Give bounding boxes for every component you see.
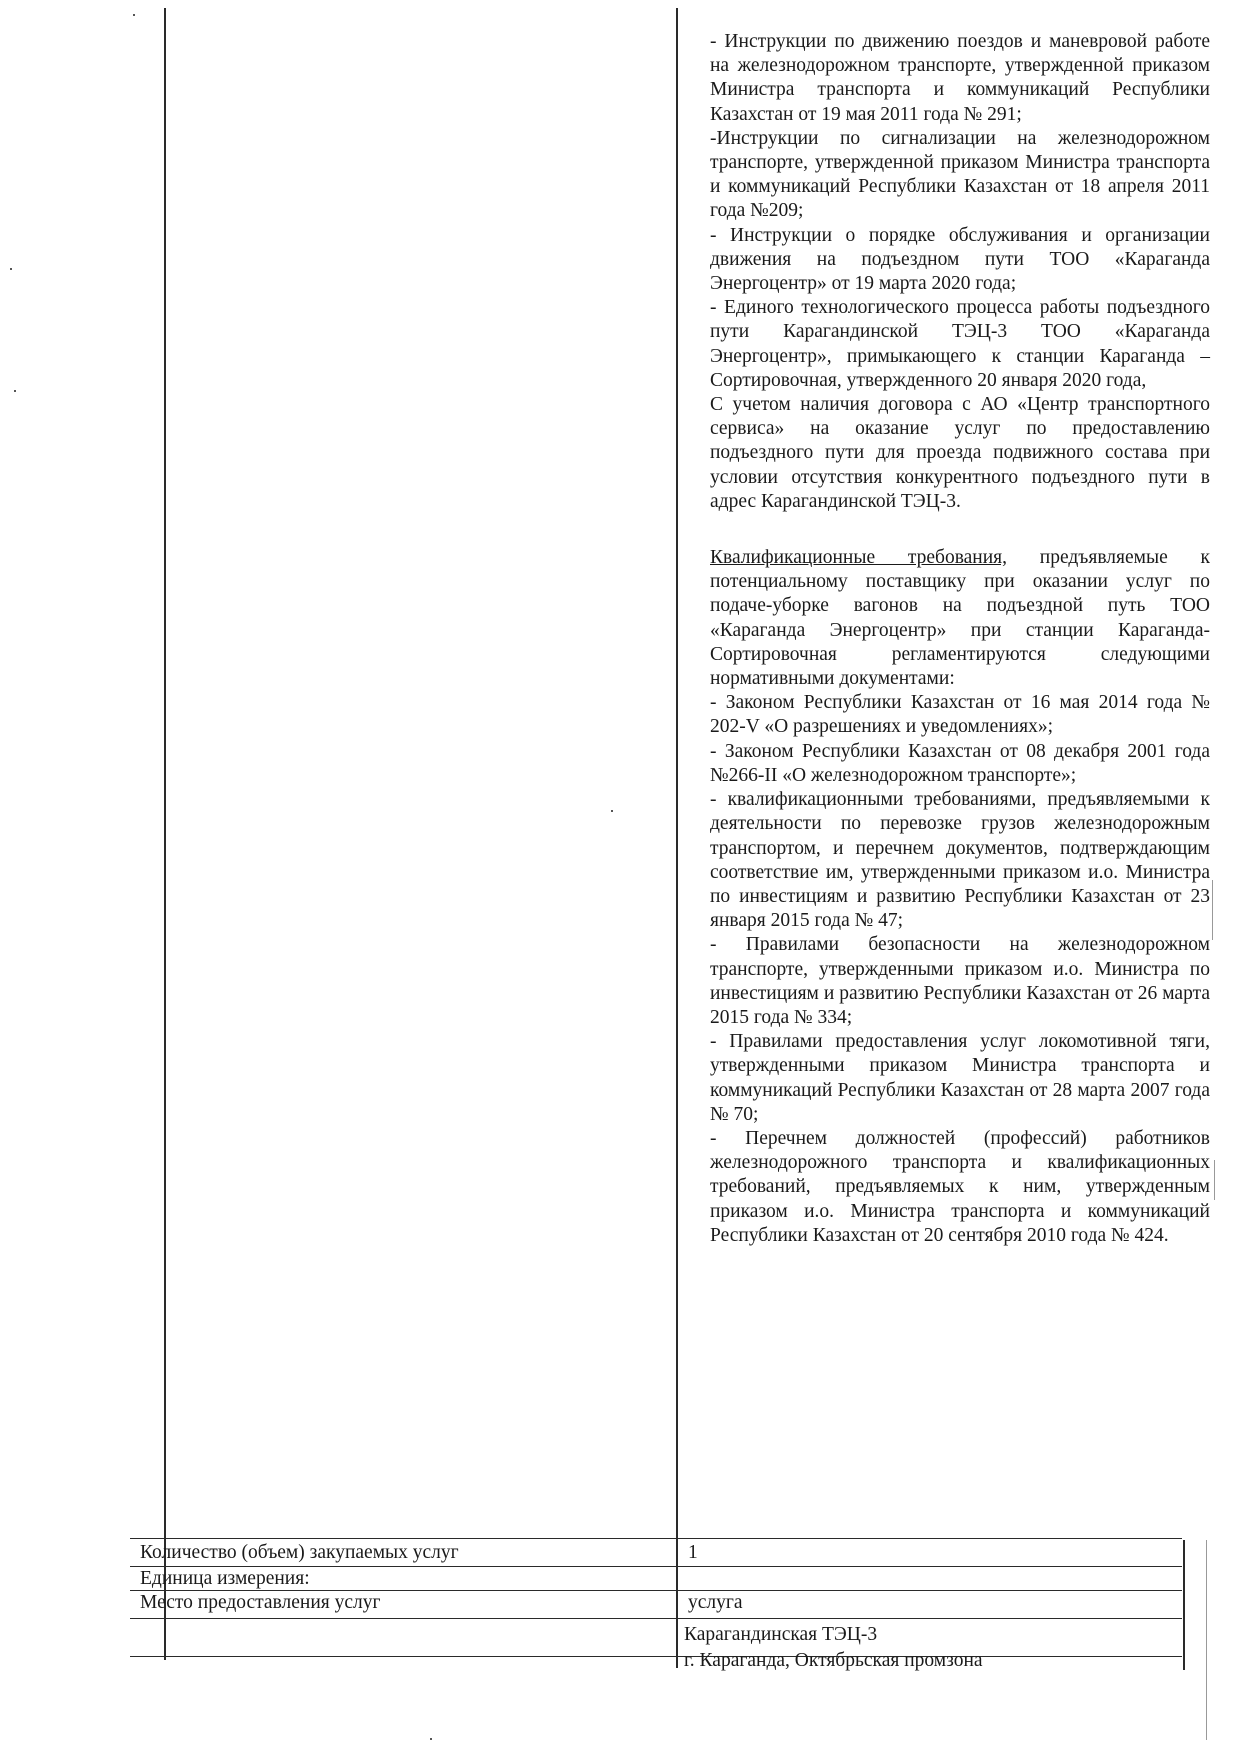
unit-value: услуга	[688, 1592, 743, 1613]
requirement-paragraph: -Инструкции по сигнализации на железнодорожном транспорте, утвержденной приказом Министра транспорта и коммуникаций Республики Казахстан от 18 апреля 2011 года №209;	[710, 127, 1210, 222]
quantity-label: Количество (объем) закупаемых услуг	[140, 1542, 459, 1563]
place-value-line2: г. Караганда, Октябрьская промзона	[684, 1650, 983, 1671]
requirements-text	[710, 30, 1210, 1248]
scan-speck	[10, 268, 12, 270]
scan-speck	[611, 810, 613, 812]
qualification-item: - квалификационными требованиями, предъявляемыми к деятельности по перевозке грузов железнодорожным транспортом, и перечнем документов, подтверждающим соответствие им, утвержденными приказом и.о. Министра по инвестициям и развитию Республики Казахстан от 23 января 2015 года № 47;	[710, 789, 1210, 932]
qualification-intro: предъявляемые к потенциальному поставщику при оказании услуг по подаче-уборке вагонов на подъездной путь ТОО «Караганда Энергоцентр» при станции Караганда-Сортировочная регламентируются следующими нормативными документами:	[710, 547, 1210, 690]
unit-label: Единица измерения:	[140, 1568, 310, 1589]
quantity-value: 1	[688, 1542, 698, 1563]
qualification-item: - Перечнем должностей (профессий) работников железнодорожного транспорта и квалификационных требований, предъявляемых к ним, утвержденным приказом и.о. Министра транспорта и коммуникаций Республики Казахстан от 20 сентября 2010 года № 424.	[710, 1127, 1210, 1246]
qualification-item: - Правилами предоставления услуг локомотивной тяги, утвержденными приказом Министра транспорта и коммуникаций Республики Казахстан от 28 марта 2007 года № 70;	[710, 1031, 1210, 1125]
requirement-paragraph: - Единого технологического процесса работы подъездного пути Карагандинской ТЭЦ-3 ТОО «Караганда Энергоцентр», примыкающего к станции Караганда – Сортировочная, утвержденного 20 января 2020 года,	[710, 297, 1210, 391]
table-right-border	[1183, 1540, 1185, 1670]
table-row-line	[130, 1566, 1182, 1567]
table-left-border	[164, 8, 166, 1660]
place-label: Место предоставления услуг	[140, 1592, 381, 1613]
requirement-paragraph: - Инструкции по движению поездов и маневровой работе на железнодорожном транспорте, утвержденной приказом Министра транспорта и коммуникаций Республики Казахстан от 19 мая 2011 года № 291;	[710, 31, 1210, 125]
table-row-line	[130, 1618, 1182, 1619]
table-row-line	[130, 1656, 1182, 1657]
scan-speck	[430, 1738, 432, 1740]
scan-edge-mark	[1212, 880, 1213, 940]
qualification-item: - Законом Республики Казахстан от 08 декабря 2001 года №266-II «О железнодорожном транспорте»;	[710, 740, 1210, 786]
qualification-item: - Правилами безопасности на железнодорожном транспорте, утвержденными приказом и.о. Министра по инвестициям и развитию Республики Казахстан от 26 марта 2015 года № 334;	[710, 934, 1210, 1028]
table-column-divider	[676, 8, 678, 1668]
qualification-item: - Законом Республики Казахстан от 16 мая 2014 года № 202-V «О разрешениях и уведомлениях»;	[710, 692, 1210, 738]
scan-edge-mark	[1214, 1160, 1215, 1200]
table-row-line	[130, 1538, 1182, 1539]
scan-edge-mark	[1206, 1540, 1207, 1740]
place-value-line1: Карагандинская ТЭЦ-3	[684, 1624, 878, 1645]
requirement-paragraph: С учетом наличия договора с АО «Центр транспортного сервиса» на оказание услуг по предоставлению подъездного пути для проезда подвижного состава при условии отсутствия конкурентного подъездного пути в адрес Карагандинской ТЭЦ-3.	[710, 394, 1210, 512]
paragraph-gap	[710, 514, 1210, 546]
scan-speck	[133, 14, 135, 16]
scan-speck	[14, 390, 16, 392]
requirement-paragraph: - Инструкции о порядке обслуживания и организации движения на подъездном пути ТОО «Караганда Энергоцентр» от 19 марта 2020 года;	[710, 224, 1210, 295]
qualification-paragraph	[710, 546, 1210, 691]
qualification-heading: Квалификационные требования,	[710, 547, 1008, 569]
table-row-line	[130, 1590, 1182, 1591]
